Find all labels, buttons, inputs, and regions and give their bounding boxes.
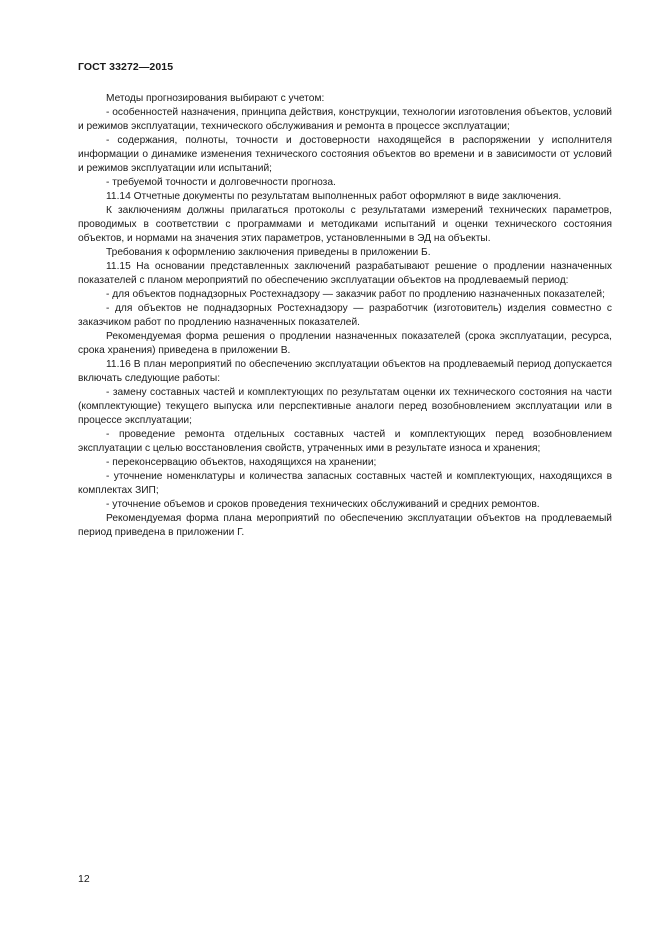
paragraph: - уточнение объемов и сроков проведения технических обслуживаний и средних ремонтов. [106,499,540,511]
paragraph: - для объектов не поднадзорных Ростехнадзору — разработчик (изготовитель) изделия совместно с заказчиком работ по продлению назначенных показателей. [78,303,612,329]
page-header-standard: ГОСТ 33272—2015 [78,61,174,73]
paragraph: К заключениям должны прилагаться протоколы с результатами измерений технических параметров, проводимых в соответствии с программами и методиками испытаний и оценки технического состояния объектов, и нормами на значения этих параметров, установленными в ЭД на объекты. [78,205,612,245]
paragraph: - особенностей назначения, принципа действия, конструкции, технологии изготовления объектов, условий и режимов эксплуатации, технического обслуживания и ремонта в процессе эксплуатации; [78,107,612,133]
page-number: 12 [78,873,90,885]
paragraph: Рекомендуемая форма решения о продлении назначенных показателей (срока эксплуатации, ресурса, срока хранения) приведена в приложении В. [78,331,612,357]
paragraph: - проведение ремонта отдельных составных частей и комплектующих перед возобновлением эксплуатации с целью восстановления свойств, утраченных ими в результате износа и хранения; [78,429,612,455]
paragraph: - уточнение номенклатуры и количества запасных составных частей и комплектующих, находящихся в комплектах ЗИП; [78,471,612,497]
paragraph: - переконсервацию объектов, находящихся на хранении; [106,457,377,469]
paragraph: Рекомендуемая форма плана мероприятий по обеспечению эксплуатации объектов на продлеваемый период приведена в приложении Г. [78,513,612,539]
paragraph: - требуемой точности и долговечности прогноза. [106,177,336,189]
paragraph: - замену составных частей и комплектующих по результатам оценки их технического состояния на части (комплектующие) текущего выпуска или перспективные аналоги перед возобновлением эксплуатации или в процессе эксплуатации; [78,387,612,427]
paragraph: - содержания, полноты, точности и достоверности находящейся в распоряжении у исполнителя информации о динамике изменения технического состояния объектов во времени и в зависимости от условий и режимов эксплуатации или испытаний; [78,135,612,175]
paragraph: 11.15 На основании представленных заключений разрабатывают решение о продлении назначенных показателей с планом мероприятий по обеспечению эксплуатации объектов на продлеваемый период: [78,261,612,287]
paragraph: - для объектов поднадзорных Ростехнадзору — заказчик работ по продлению назначенных показателей; [106,289,605,301]
paragraph: Методы прогнозирования выбирают с учетом: [106,93,325,104]
body-text [78,92,612,541]
paragraph: 11.16 В план мероприятий по обеспечению эксплуатации объектов на продлеваемый период допускается включать следующие работы: [78,359,612,385]
paragraph: 11.14 Отчетные документы по результатам выполненных работ оформляют в виде заключения. [106,191,562,203]
paragraph: Требования к оформлению заключения приведены в приложении Б. [106,247,431,259]
